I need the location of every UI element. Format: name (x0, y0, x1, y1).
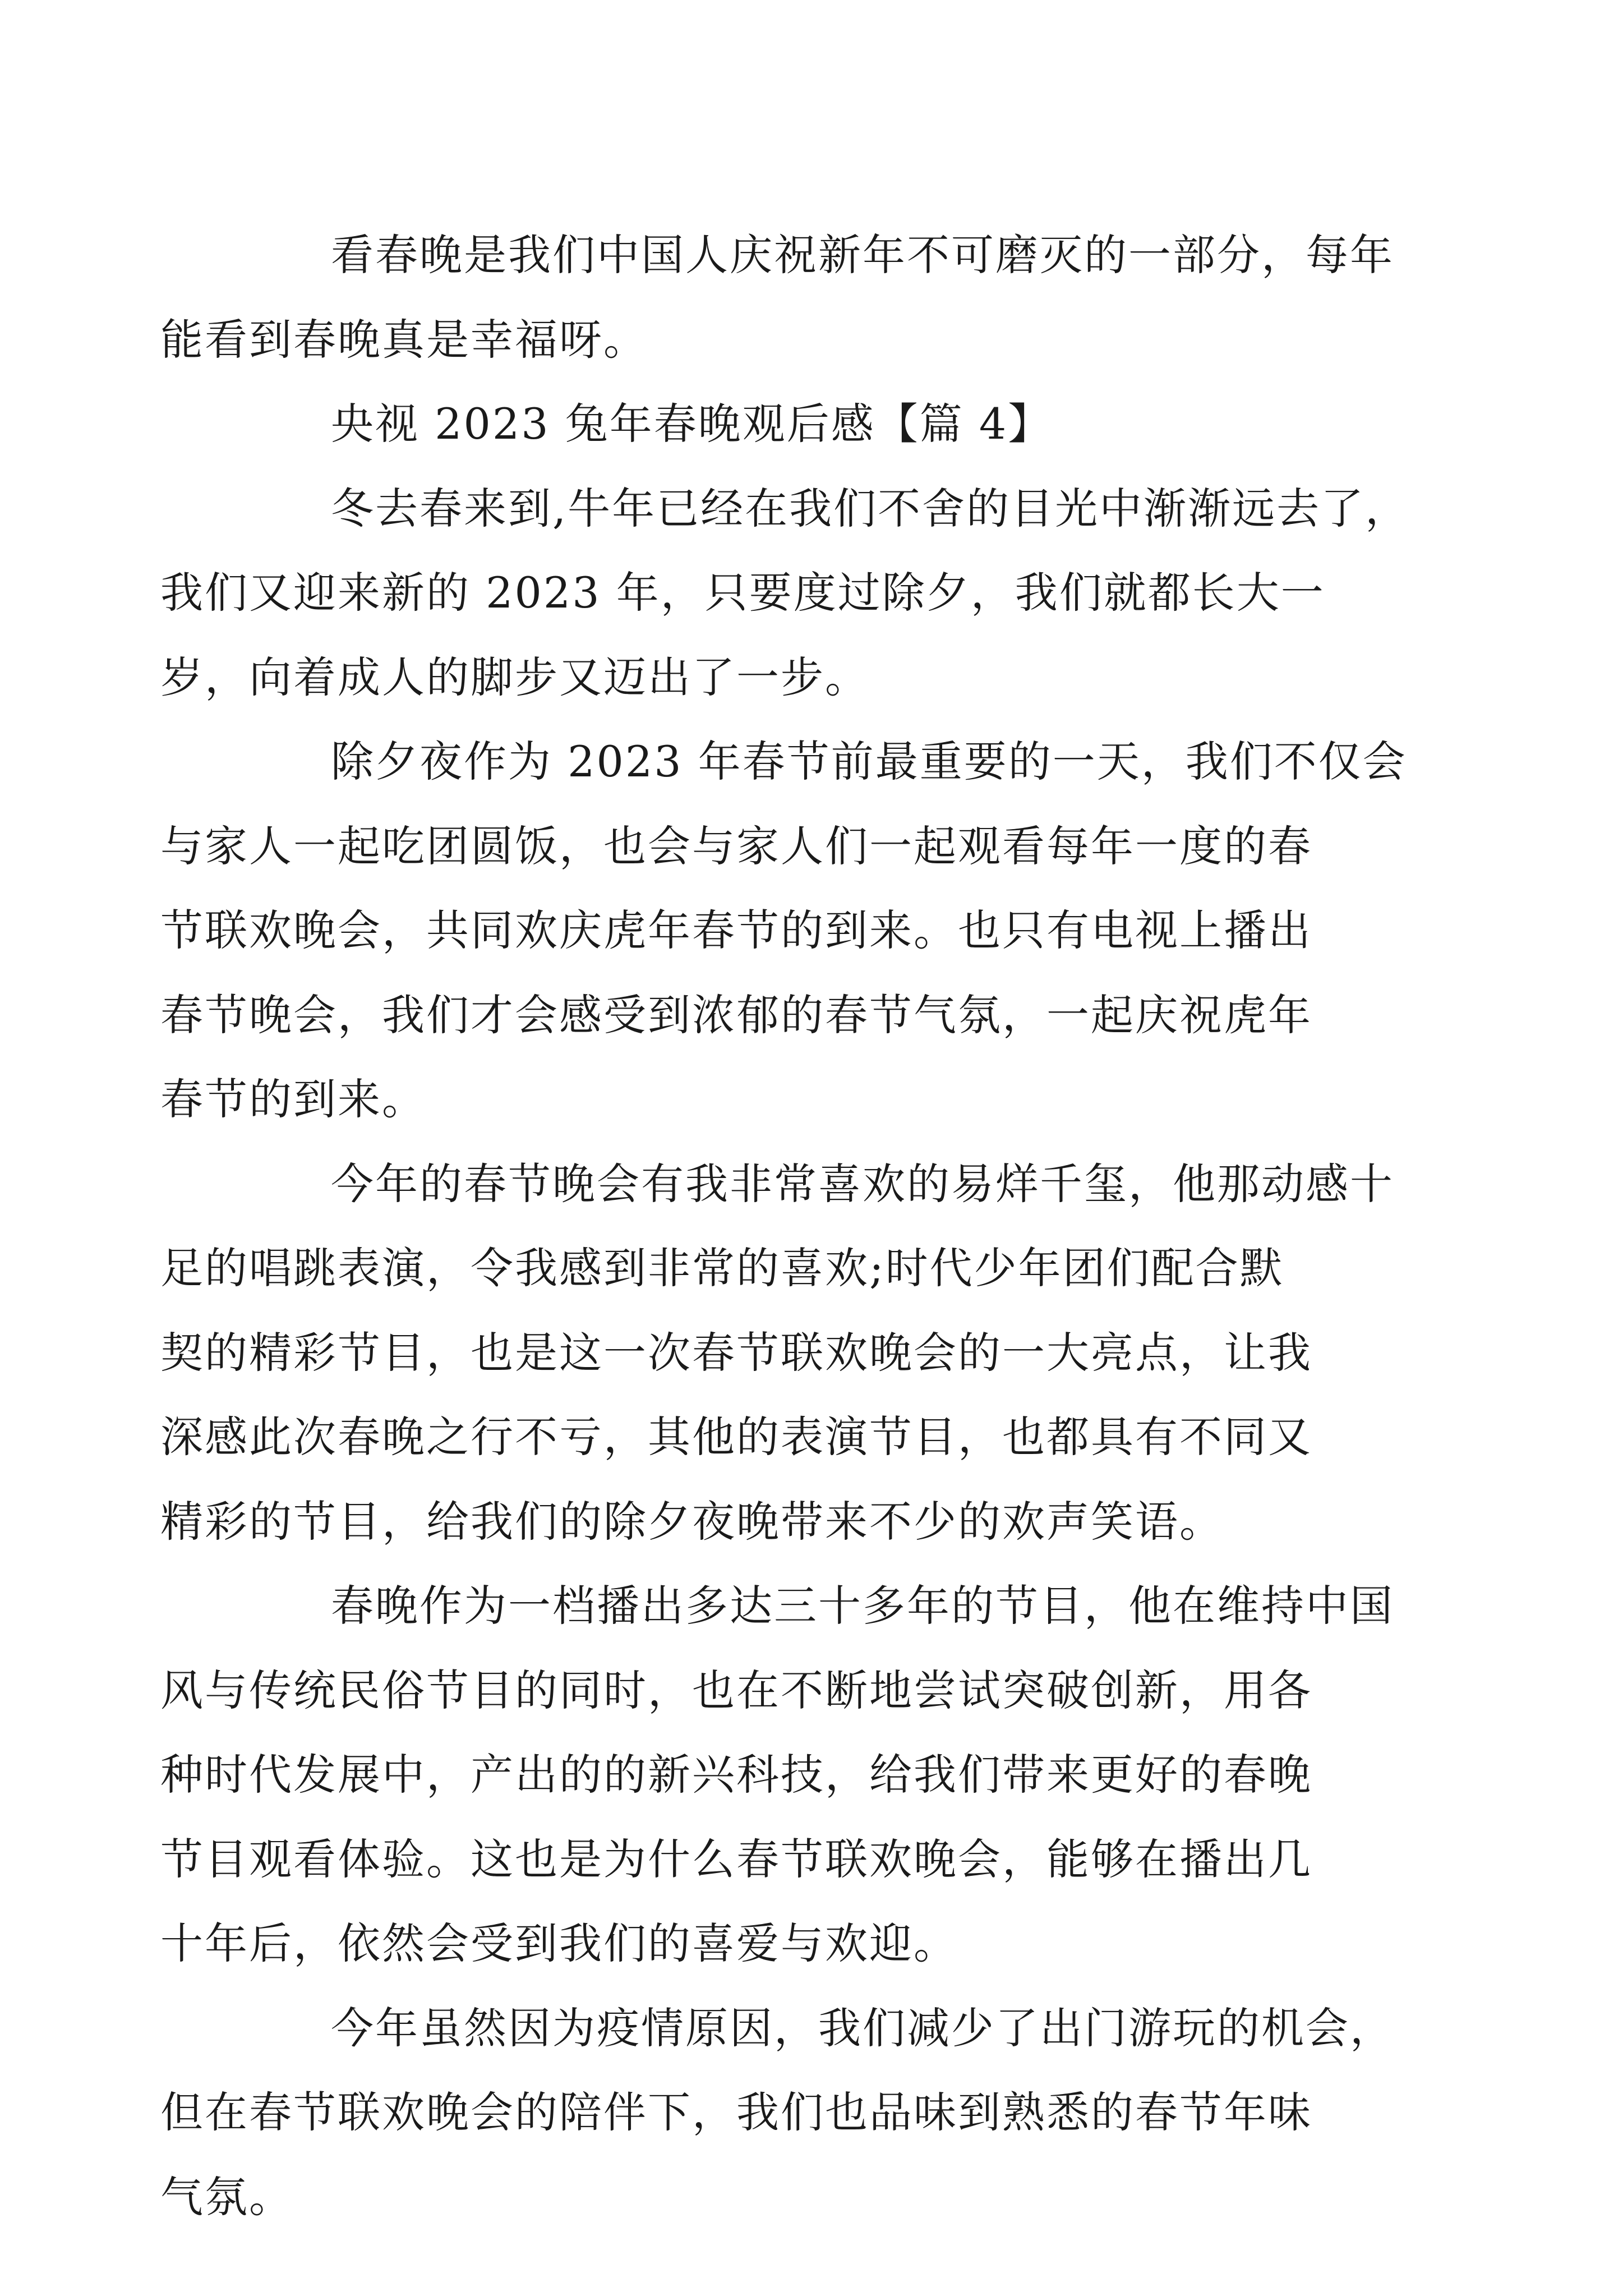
paragraph-3 (160, 720, 1407, 1142)
text-line: 气氛。 (160, 2171, 293, 2222)
paragraph-6 (160, 1986, 1394, 2240)
text-line: 除夕夜作为 2023 年春节前最重要的一天，我们不仅会 (331, 737, 1407, 786)
text-line: 风与传统民俗节目的同时，也在不断地尝试突破创新，用各 (160, 1665, 1312, 1715)
text-line: 十年后，依然会受到我们的喜爱与欢迎。 (160, 1918, 958, 1968)
text-line: 种时代发展中，产出的的新兴科技，给我们带来更好的春晚 (160, 1750, 1312, 1800)
text-line: 节目观看体验。这也是为什么春节联欢晚会，能够在播出几 (160, 1834, 1312, 1884)
paragraph-5 (160, 1564, 1394, 1986)
text-line: 与家人一起吃团圆饭，也会与家人们一起观看每年一度的春 (160, 821, 1312, 871)
text-line: 契的精彩节目，也是这一次春节联欢晚会的一大亮点，让我 (160, 1327, 1312, 1378)
paragraph-4 (160, 1142, 1394, 1565)
text-line: 春节晚会，我们才会感受到浓郁的春节气氛，一起庆祝虎年 (160, 990, 1312, 1040)
paragraph-1 (160, 213, 1394, 382)
text-line: 足的唱跳表演，令我感到非常的喜欢;时代少年团们配合默 (160, 1243, 1284, 1293)
text-line: 精彩的节目，给我们的除夕夜晚带来不少的欢声笑语。 (160, 1496, 1224, 1547)
text-line: 看春晚是我们中国人庆祝新年不可磨灭的一部分，每年 (331, 230, 1394, 280)
text-line: 能看到春晚真是幸福呀。 (160, 314, 648, 365)
text-line: 岁，向着成人的脚步又迈出了一步。 (160, 652, 869, 702)
text-line: 今年虽然因为疫情原因，我们减少了出门游玩的机会， (331, 2003, 1394, 2053)
paragraph-2 (160, 467, 1410, 720)
section-heading (246, 382, 1384, 467)
text-line: 春节的到来。 (160, 1074, 426, 1124)
text-line: 但在春节联欢晚会的陪伴下，我们也品味到熟悉的春节年味 (160, 2087, 1312, 2137)
heading-text: 央视 2023 兔年春晚观后感【篇 4】 (331, 399, 1053, 449)
document-body (160, 213, 1410, 2239)
text-line: 冬去春来到,牛年已经在我们不舍的目光中渐渐远去了， (331, 483, 1410, 533)
text-line: 节联欢晚会，共同欢庆虎年春节的到来。也只有电视上播出 (160, 905, 1312, 955)
text-line: 深感此次春晚之行不亏，其他的表演节目，也都具有不同又 (160, 1412, 1312, 1462)
text-line: 春晚作为一档播出多达三十多年的节目，他在维持中国 (331, 1581, 1394, 1631)
text-line: 今年的春节晚会有我非常喜欢的易烊千玺，他那动感十 (331, 1158, 1394, 1209)
text-line: 我们又迎来新的 2023 年，只要度过除夕，我们就都长大一 (160, 568, 1325, 618)
